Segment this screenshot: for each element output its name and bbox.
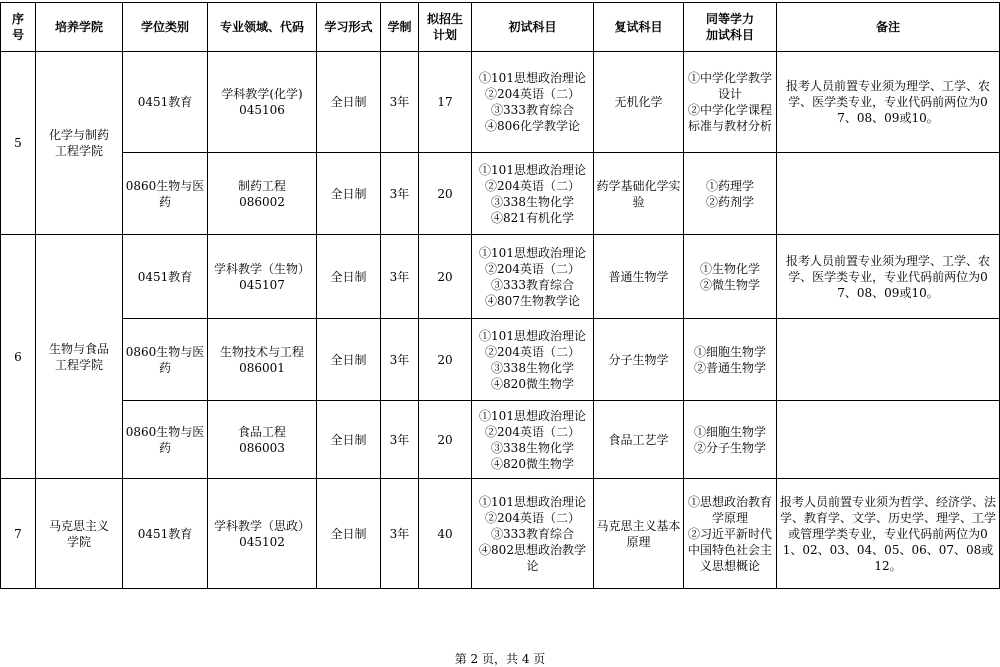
major-field [208, 235, 317, 319]
cell-line: 专业领域、代码 [219, 20, 304, 34]
cell-line: ①101思想政治理论 [479, 245, 586, 260]
study-form: 全日制 [317, 153, 381, 235]
cell-line: ①思想政治教育学原理 [687, 494, 772, 525]
degree-type [123, 401, 208, 479]
cell-line: ①生物化学 [699, 261, 760, 276]
cell-line: ①101思想政治理论 [479, 408, 586, 423]
degree-type [123, 153, 208, 235]
cell-line: 生物技术与工程 [219, 344, 304, 359]
cell-line: 备注 [875, 20, 900, 34]
cell-line: 马克思主义基本原理 [596, 518, 681, 549]
cell-line: ③338生物化学 [491, 194, 574, 209]
initial-exam-subjects [472, 235, 594, 319]
extra-exam-subjects [684, 319, 777, 401]
cell-line: 初试科目 [508, 20, 557, 34]
major-field [208, 479, 317, 589]
major-field [208, 52, 317, 153]
study-years: 3年 [381, 153, 419, 235]
table-row [1, 479, 1000, 589]
cell-line: ②204英语（二） [485, 87, 580, 101]
cell-line: 0451教育 [137, 526, 193, 541]
cell-line: ③333教育综合 [491, 526, 574, 541]
initial-exam-subjects [472, 319, 594, 401]
admission-table [0, 2, 1000, 589]
cell-line: 086001 [239, 360, 285, 375]
cell-line: 086002 [239, 194, 285, 209]
cell-line: 普通生物学 [608, 269, 669, 284]
retest-subject [594, 319, 684, 401]
header-row [1, 3, 1000, 52]
study-form: 全日制 [317, 319, 381, 401]
cell-line: 045107 [239, 277, 285, 292]
cell-line: 同等学力 [705, 12, 754, 26]
cell-line: ②204英语（二） [485, 510, 580, 525]
cell-line: ④807生物教学论 [485, 293, 580, 308]
cell-line: 学制 [387, 20, 412, 34]
cell-line: ②204英语（二） [485, 178, 580, 193]
college-name [36, 52, 123, 235]
enrollment-plan: 17 [419, 52, 472, 153]
cell-line: 食品工程 [237, 424, 286, 439]
table-row [1, 319, 1000, 401]
study-years: 3年 [381, 235, 419, 319]
cell-line: 生物与食品 [48, 341, 109, 356]
column-header [123, 3, 208, 52]
cell-line: 食品工艺学 [608, 432, 669, 447]
cell-line: ③338生物化学 [491, 360, 574, 375]
cell-line: 学习形式 [324, 20, 373, 34]
remarks: 报考人员前置专业须为理学、工学、农学、医学类专业，专业代码前两位为07、08、09或10。 [777, 235, 1000, 319]
cell-line: 无机化学 [614, 95, 663, 109]
study-years: 3年 [381, 401, 419, 479]
cell-line: 0860生物与医药 [125, 424, 205, 455]
cell-line: ③338生物化学 [491, 440, 574, 455]
study-years: 3年 [381, 479, 419, 589]
cell-line: 化学与制药 [48, 128, 109, 142]
cell-line: 复试科目 [614, 20, 663, 34]
column-header [594, 3, 684, 52]
study-years: 3年 [381, 319, 419, 401]
college-name [36, 235, 123, 479]
cell-line: 045102 [239, 534, 285, 549]
retest-subject [594, 52, 684, 153]
major-field [208, 401, 317, 479]
extra-exam-subjects [684, 401, 777, 479]
study-years: 3年 [381, 52, 419, 153]
table-row [1, 52, 1000, 153]
cell-line: ①细胞生物学 [693, 344, 766, 359]
cell-line: 分子生物学 [608, 352, 669, 367]
cell-line: ①101思想政治理论 [479, 71, 586, 85]
enrollment-plan: 20 [419, 235, 472, 319]
cell-line: 药学基础化学实验 [596, 178, 681, 209]
retest-subject [594, 153, 684, 235]
cell-line: 学科教学（思政） [213, 518, 310, 533]
remarks [777, 401, 1000, 479]
cell-line: ①中学化学教学设计 [687, 71, 772, 101]
enrollment-plan: 20 [419, 153, 472, 235]
cell-line: 学科教学(化学) [221, 87, 303, 101]
initial-exam-subjects [472, 153, 594, 235]
cell-line: 0451教育 [137, 269, 193, 284]
degree-type [123, 319, 208, 401]
cell-line: ④806化学教学论 [485, 119, 580, 133]
cell-line: ①101思想政治理论 [479, 328, 586, 343]
cell-line: ①101思想政治理论 [479, 494, 586, 509]
cell-line: ①药理学 [705, 178, 754, 193]
major-field [208, 319, 317, 401]
table-row [1, 153, 1000, 235]
cell-line: 加试科目 [705, 28, 754, 42]
cell-line: 0860生物与医药 [125, 178, 205, 209]
column-header [208, 3, 317, 52]
table-row [1, 235, 1000, 319]
cell-line: ②习近平新时代中国特色社会主义思想概论 [687, 526, 772, 573]
column-header [36, 3, 123, 52]
column-header [1, 3, 36, 52]
cell-line: ③333教育综合 [491, 103, 574, 117]
cell-line: ②中学化学课程标准与教材分析 [687, 103, 772, 133]
cell-line: 制药工程 [237, 178, 286, 193]
initial-exam-subjects [472, 479, 594, 589]
row-number: 6 [1, 235, 36, 479]
table-row [1, 401, 1000, 479]
cell-line: 学科教学（生物） [213, 261, 310, 276]
extra-exam-subjects [684, 52, 777, 153]
cell-line: ①101思想政治理论 [479, 162, 586, 177]
remarks: 报考人员前置专业须为哲学、经济学、法学、教育学、文学、历史学、理学、工学或管理学类专业，专业代码前两位为01、02、03、04、05、06、07、08或12。 [777, 479, 1000, 589]
cell-line: ④820微生物学 [491, 376, 574, 391]
remarks [777, 153, 1000, 235]
cell-line: 工程学院 [54, 144, 103, 158]
column-header [317, 3, 381, 52]
cell-line: ②普通生物学 [693, 360, 766, 375]
cell-line: 计划 [432, 28, 457, 42]
extra-exam-subjects [684, 153, 777, 235]
retest-subject [594, 401, 684, 479]
extra-exam-subjects [684, 479, 777, 589]
extra-exam-subjects [684, 235, 777, 319]
degree-type [123, 235, 208, 319]
column-header [381, 3, 419, 52]
retest-subject [594, 235, 684, 319]
cell-line: 0451教育 [137, 95, 193, 109]
cell-line: ④802思想政治教学论 [479, 542, 586, 573]
major-field [208, 153, 317, 235]
page-footer: 第 2 页，共 4 页 [454, 652, 546, 666]
study-form: 全日制 [317, 479, 381, 589]
study-form: 全日制 [317, 235, 381, 319]
column-header [684, 3, 777, 52]
degree-type [123, 479, 208, 589]
cell-line: 序 [11, 12, 24, 26]
cell-line: 拟招生 [426, 12, 463, 26]
degree-type [123, 52, 208, 153]
column-header [472, 3, 594, 52]
retest-subject [594, 479, 684, 589]
cell-line: ②分子生物学 [693, 440, 766, 455]
cell-line: 学院 [66, 534, 91, 549]
remarks [777, 319, 1000, 401]
enrollment-plan: 20 [419, 401, 472, 479]
cell-line: 0860生物与医药 [125, 344, 205, 375]
cell-line: ④821有机化学 [491, 210, 574, 225]
cell-line: 工程学院 [54, 357, 103, 372]
initial-exam-subjects [472, 52, 594, 153]
column-header [777, 3, 1000, 52]
study-form: 全日制 [317, 52, 381, 153]
cell-line: 086003 [239, 440, 285, 455]
initial-exam-subjects [472, 401, 594, 479]
cell-line: 培养学院 [54, 20, 103, 34]
cell-line: ②204英语（二） [485, 344, 580, 359]
cell-line: ②204英语（二） [485, 424, 580, 439]
cell-line: 马克思主义 [48, 518, 109, 533]
cell-line: ④820微生物学 [491, 456, 574, 471]
cell-line: 学位类别 [140, 20, 189, 34]
cell-line: ①细胞生物学 [693, 424, 766, 439]
college-name [36, 479, 123, 589]
cell-line: ②药剂学 [705, 194, 754, 209]
enrollment-plan: 40 [419, 479, 472, 589]
study-form: 全日制 [317, 401, 381, 479]
remarks: 报考人员前置专业须为理学、工学、农学、医学类专业，专业代码前两位为07、08、09或10。 [777, 52, 1000, 153]
cell-line: ②204英语（二） [485, 261, 580, 276]
enrollment-plan: 20 [419, 319, 472, 401]
cell-line: ②微生物学 [699, 277, 760, 292]
cell-line: ③333教育综合 [491, 277, 574, 292]
row-number: 5 [1, 52, 36, 235]
table-body [1, 52, 1000, 589]
cell-line: 号 [11, 28, 24, 42]
cell-line: 045106 [239, 103, 285, 117]
column-header [419, 3, 472, 52]
row-number: 7 [1, 479, 36, 589]
